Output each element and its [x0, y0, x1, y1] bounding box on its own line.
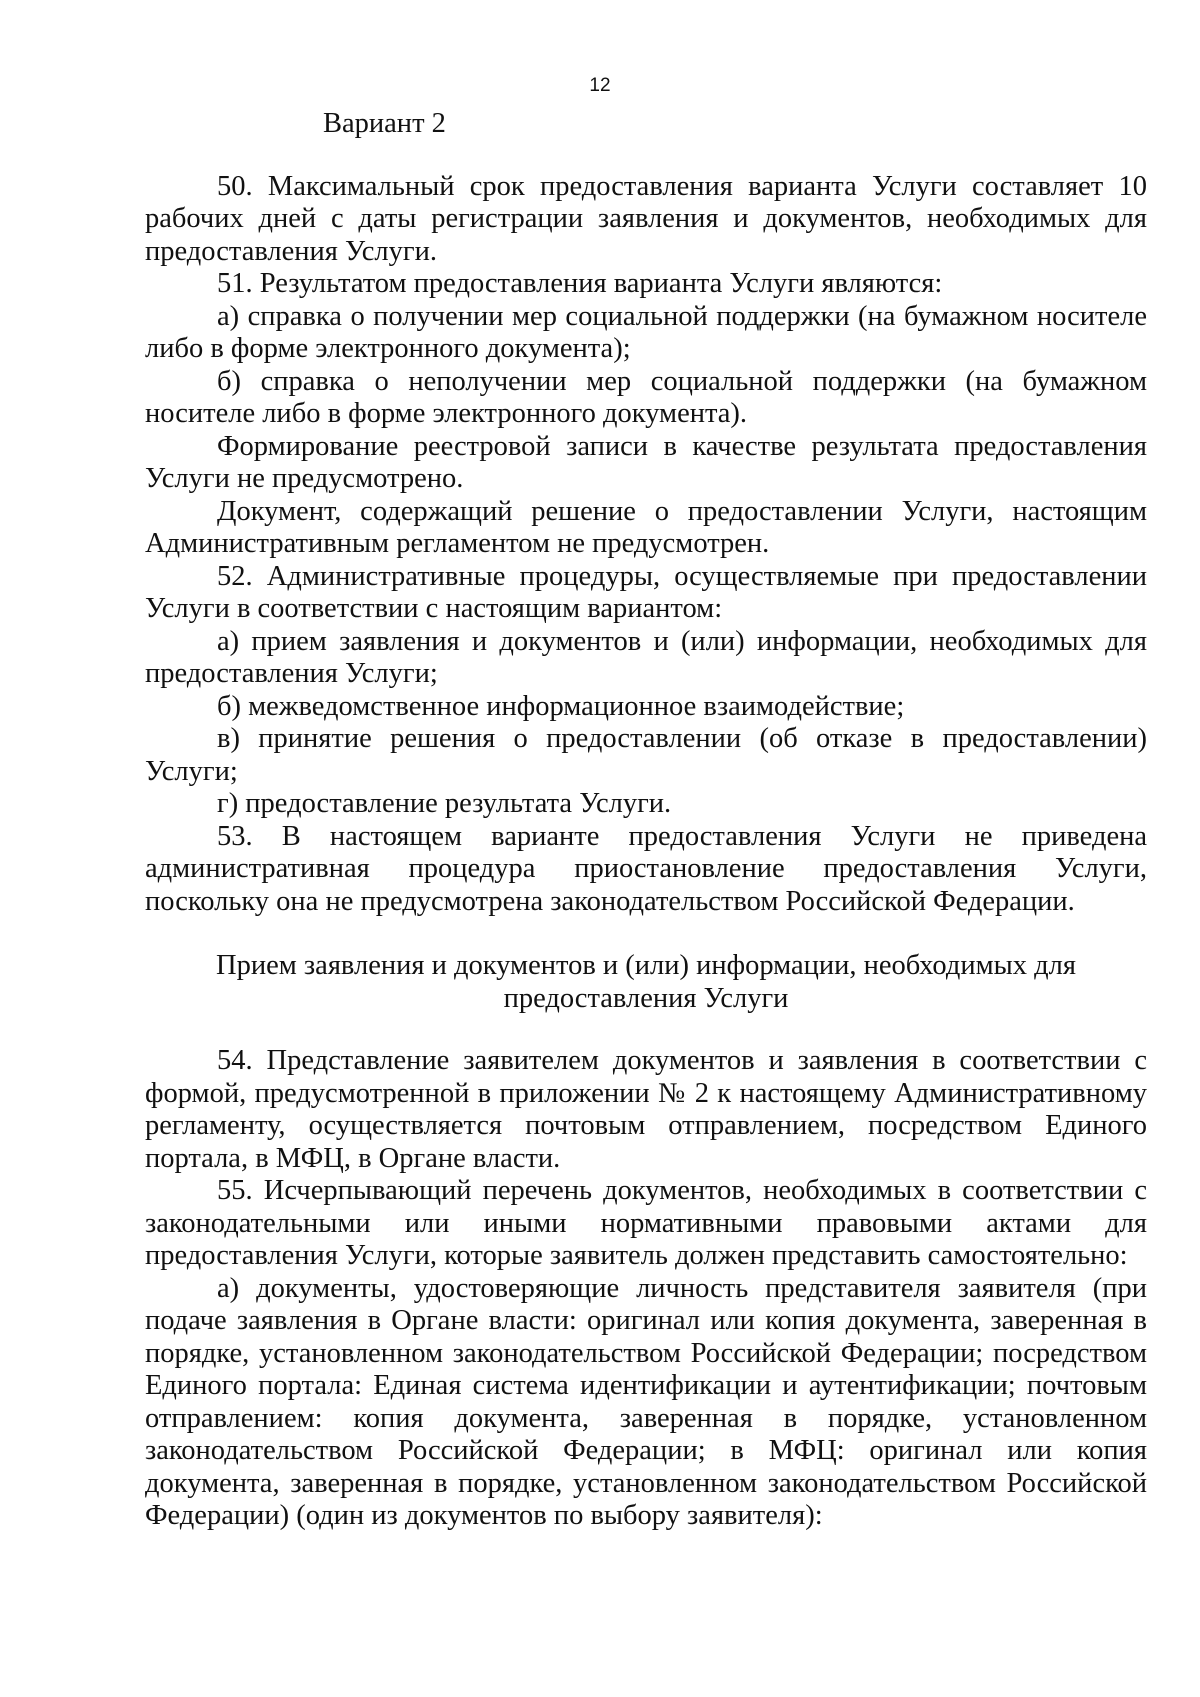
paragraph-50: 50. Максимальный срок предоставления варианта Услуги составляет 10 рабочих дней с даты регистрации заявления и документов, необходимых для предоставления Услуги. [145, 170, 1147, 267]
variant-title: Вариант 2 [323, 108, 446, 139]
paragraph-52: 52. Административные процедуры, осуществляемые при предоставлении Услуги в соответствии с настоящим вариантом: [145, 560, 1147, 624]
paragraph-53: 53. В настоящем варианте предоставления Услуги не приведена административная процедура приостановление предоставления Услуги, поскольку она не предусмотрена законодательством Российской Федерации. [145, 820, 1147, 917]
paragraph-55: 55. Исчерпывающий перечень документов, необходимых в соответствии с законодательными или иными нормативными правовыми актами для предоставления Услуги, которые заявитель должен представить самостоятельно: [145, 1175, 1147, 1271]
paragraph-55-a: а) документы, удостоверяющие личность представителя заявителя (при подаче заявления в Органе власти: оригинал или копия документа, заверенная в порядке, установленном законодательством Российской Федерации; посредством Единого портала: Единая система идентификации и аутентификации; почтовым отправлением: копия документа, заверенная в порядке, установленном законодательством Российской Федерации; в МФЦ: оригинал или копия документа, заверенная в порядке, установленном законодательством Российской Федерации) (один из документов по выбору заявителя): [145, 1272, 1147, 1531]
section-heading: Прием заявления и документов и (или) информации, необходимых для предоставления Услуги [216, 950, 1076, 1014]
paragraph-54: 54. Представление заявителем документов и заявления в соответствии с формой, предусмотренной в приложении № 2 к настоящему Административному регламенту, осуществляется почтовым отправлением, посредством Единого портала, в МФЦ, в Органе власти. [145, 1045, 1147, 1174]
page-number: 12 [589, 75, 611, 96]
paragraph-52-a: а) прием заявления и документов и (или) информации, необходимых для предоставления Услуги; [145, 625, 1147, 689]
paragraph-52-g: г) предоставление результата Услуги. [217, 788, 672, 819]
paragraph-51-b: б) справка о неполучении мер социальной поддержки (на бумажном носителе либо в форме электронного документа). [145, 365, 1147, 429]
paragraph-52-b: б) межведомственное информационное взаимодействие; [217, 690, 905, 722]
paragraph-51-a: а) справка о получении мер социальной поддержки (на бумажном носителе либо в форме электронного документа); [145, 300, 1147, 364]
paragraph-52-v: в) принятие решения о предоставлении (об отказе в предоставлении) Услуги; [145, 723, 1147, 787]
paragraph-51: 51. Результатом предоставления варианта Услуги являются: [217, 268, 943, 299]
paragraph-decision-document: Документ, содержащий решение о предоставлении Услуги, настоящим Административным регламентом не предусмотрен. [145, 495, 1147, 559]
document-body [145, 108, 1147, 1533]
paragraph-registry-record: Формирование реестровой записи в качестве результата предоставления Услуги не предусмотрено. [145, 430, 1147, 494]
